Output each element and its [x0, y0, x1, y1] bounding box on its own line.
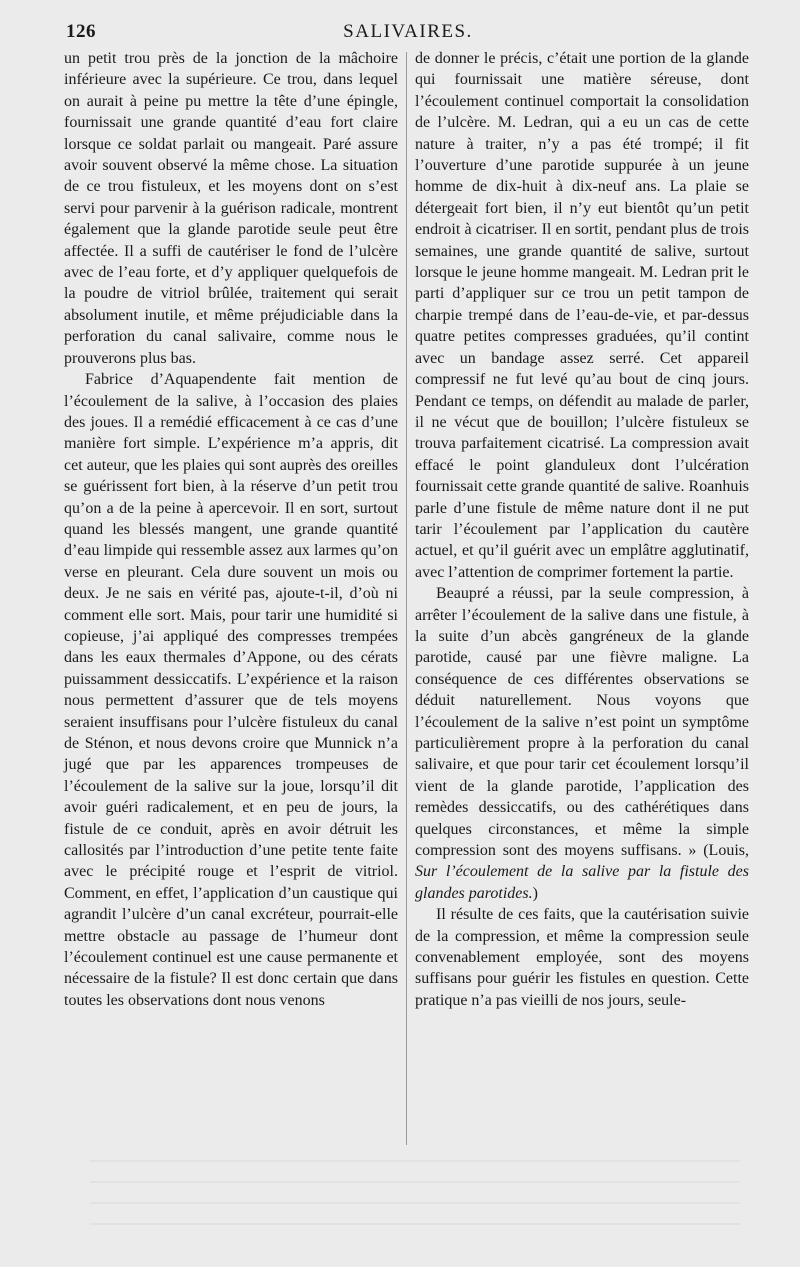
citation-title: Sur l’écoulement de la salive par la fistule des glandes parotides. — [415, 863, 749, 902]
citation-close: ) — [532, 884, 538, 902]
paragraph-text: Beaupré a réussi, par la seule compression, à arrêter l’écoulement de la salive dans une fistule, à la suite d’un abcès gangréneux de la glande parotide, causé par une fièvre maligne. La conséquence de ces différentes observations se déduit naturellement. Nous voyons que l’écoulement de la salive n’est point un symptôme particulièrement propre à la perforation du canal salivaire, et que pour tarir cet écoulement lorsqu’il vient de la glande parotide, l’application des remèdes dessiccatifs, ou des cathérétiques dans quelques circonstances, et même la simple compression sont des moyens suffisans. » (Louis, — [415, 585, 749, 860]
page-number: 126 — [66, 21, 96, 42]
running-title: SALIVAIRES. — [343, 21, 473, 42]
paragraph: de donner le précis, c’était une portion de la glande qui fournissait une matière séreuse, dont l’écoulement continuel comportait la consolidation de l’ulcère. M. Ledran, qui a eu un cas de cette nature à traiter, n’y a pas été trompé; il fit l’ouverture d’une parotide suppurée à un jeune homme de dix-huit à dix-neuf ans. La plaie se détergeait fort bien, il n’y eut bientôt qu’un petit endroit à cicatriser. Il en sortit, pendant plus de trois semaines, une grande quantité de salive, surtout lorsque le jeune homme mangeait. M. Ledran prit le parti d’appliquer sur ce trou un petit tampon de charpie trempé dans de l’eau-de-vie, et par-dessus quatre petites compresses graduées, qu’il contint avec un bandage assez serré. Cet appareil compressif ne fut levé qu’au bout de cinq jours. Pendant ce temps, on défendit au malade de parler, il ne vécut que de bouillon; l’ulcère fistuleux se trouva parfaitement cicatrisé. La compression avait effacé le point glanduleux dont l’ulcération fournissait cette grande quantité de salive. Roanhuis parle d’une fistule de même nature dont il ne put tarir l’écoulement par l’application du cautère actuel, et qu’il guérit avec un emplâtre agglutinatif, avec l’attention de comprimer fortement la partie. — [415, 50, 749, 581]
paragraph: Il résulte de ces faits, que la cautérisation suivie de la compression, et même la compression seule convenablement employée, sont des moyens suffisans pour guérir les fistules en question. Cette pratique n’a pas vieilli de nos jours, seule- — [415, 906, 749, 1009]
page-header — [66, 21, 750, 47]
paragraph — [415, 583, 749, 904]
show-through-texture — [90, 1160, 740, 1230]
right-column — [415, 48, 749, 1011]
paragraph: Fabrice d’Aquapendente fait mention de l’écoulement de la salive, à l’occasion des plaies des joues. Il a remédié efficacement à ce cas d’une manière fort simple. L’expérience m’a appris, dit cet auteur, que les plaies qui sont auprès des oreilles se guérissent fort bien, à la réserve d’un petit trou qu’on a de la peine à apercevoir. Il en sort, surtout quand les blessés mangent, une grande quantité d’eau limpide qui ressemble assez aux larmes qu’on verse en pleurant. Cela dure souvent un mois ou deux. Je ne sais en vérité pas, ajoute-t-il, d’où ni comment elle sort. Mais, pour tarir une humidité si copieuse, j’ai appliqué des compresses trempées dans les eaux thermales d’Appone, ou des cérats puissamment dessiccatifs. L’expérience et la raison nous permettent d’assurer que de tels moyens seraient insuffisans pour l’ulcère fistuleux du canal de Sténon, et nous devons croire que Munnick n’a jugé que par les apparences trompeuses de l’écoulement de la salive sur la joue, lorsqu’il dit avoir guéri radicalement, et en peu de jours, la fistule de ce conduit, après en avoir détruit les callosités par l’introduction d’une petite tente faite avec le précipité rouge et l’esprit de vitriol. Comment, en effet, l’application d’un caustique qui agrandit l’ulcère d’un canal excréteur, pourrait-elle mettre obstacle au passage de l’humeur dont l’écoulement continuel est une cause permanente et nécessaire de la fistule? Il est donc certain que dans toutes les observations dont nous venons — [64, 371, 398, 1009]
column-divider — [406, 52, 407, 1145]
left-column — [64, 48, 398, 1011]
paragraph: un petit trou près de la jonction de la mâchoire inférieure avec la supérieure. Ce trou, dans lequel on aurait à peine pu mettre la tête d’une épingle, fournissait une grande quantité d’eau fort claire lorsque ce soldat parlait ou mangeait. Paré assure avoir souvent observé la même chose. La situation de ce trou fistuleux, et les moyens dont on s’est servi pour parvenir à la guérison radicale, montrent également que la glande parotide seule peut être affectée. Il a suffi de cautériser le fond de l’ulcère avec de l’eau forte, et d’y appliquer quelquefois de la poudre de vitriol brûlée, traitement qui serait absolument inutile, et même préjudiciable dans la perforation du canal salivaire, comme nous le prouverons plus bas. — [64, 50, 398, 367]
